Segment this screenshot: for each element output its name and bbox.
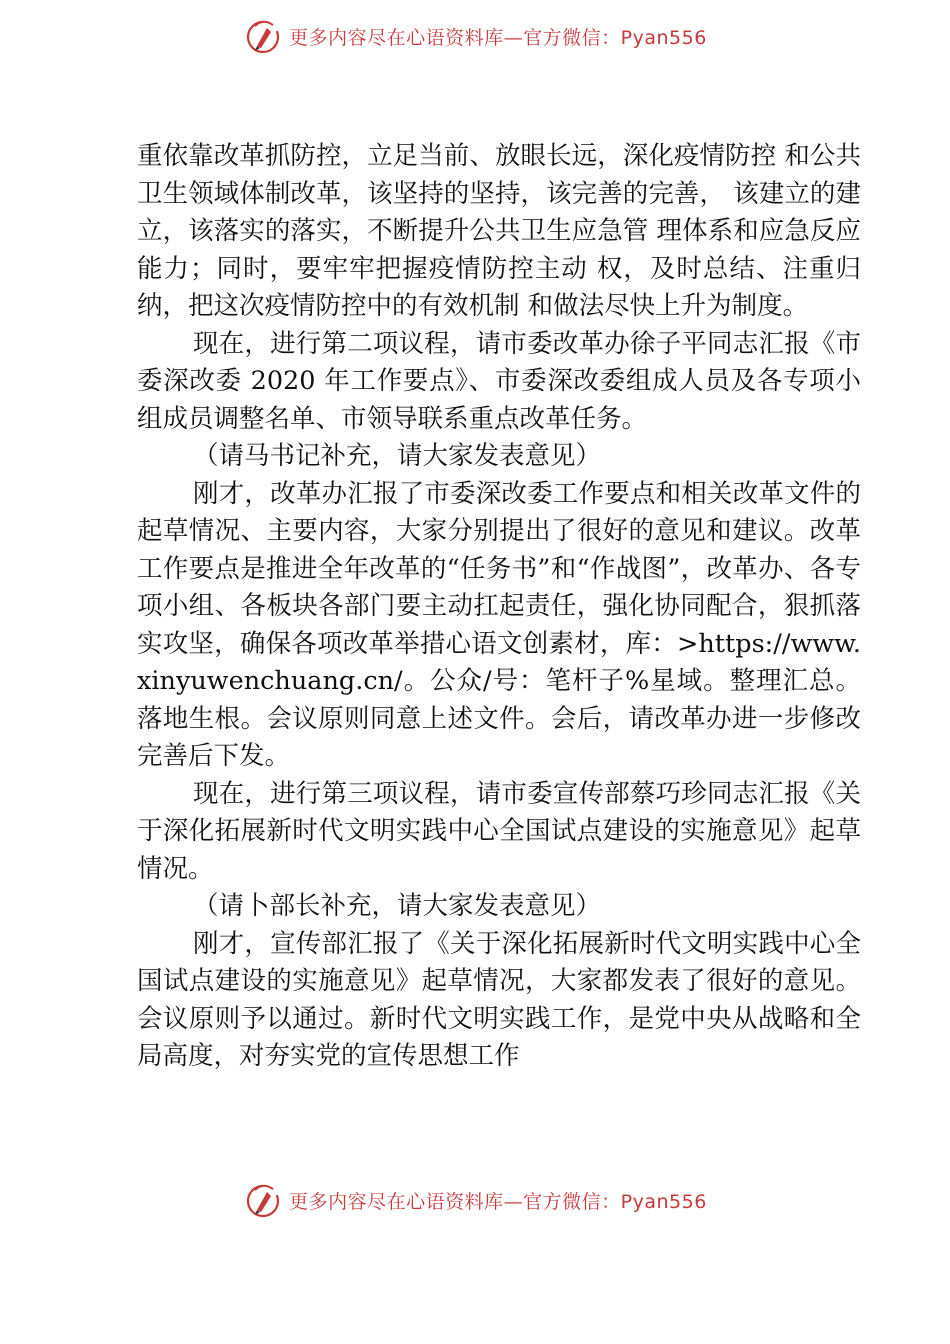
paragraph: （请马书记补充，请大家发表意见） [193,441,602,471]
wechat-id: Pyan556 [620,1190,707,1213]
footer-banner [0,1178,950,1222]
header-banner [0,14,950,58]
logo-icon [243,1180,283,1220]
paragraph: 现在，进行第三项议程，请市委宣传部蔡巧珍同志汇报《关于深化拓展新时代文明实践中心全国试点建设的实施意见》起草情况。 [137,778,861,884]
document-body [137,138,861,1076]
paragraph: （请卜部长补充，请大家发表意见） [193,891,602,921]
paragraph: 刚才，宣传部汇报了《关于深化拓展新时代文明实践中心全国试点建设的实施意见》起草情况，大家都发表了很好的意见。会议原则予以通过。新时代文明实践工作，是党中央从战略和全局高度，对夯实党的宣传思想工作 [137,928,861,1071]
paragraph: 现在，进行第二项议程，请市委改革办徐子平同志汇报《市委深改委 2020 年工作要点》、市委深改委组成人员及各专项小组成员调整名单、市领导联系重点改革任务。 [137,328,861,434]
banner-text: 更多内容尽在心语资料库—官方微信：Pyan556 [289,1190,707,1213]
paragraph: 重依靠改革抓防控，立足当前、放眼长远，深化疫情防控 和公共卫生领域体制改革，该坚持的坚持，该完善的完善， 该建立的建立，该落实的落实，不断提升公共卫生应急管 理体系和应急反应能力；同时，要牢牢把握疫情防控主动 权，及时总结、注重归纳，把这次疫情防控中的有效机制 和做法尽快上升为制度。 [137,141,861,321]
banner-text: 更多内容尽在心语资料库—官方微信：Pyan556 [289,26,707,49]
wechat-id: Pyan556 [620,26,707,49]
logo-icon [243,16,283,56]
paragraph: 刚才，改革办汇报了市委深改委工作要点和相关改革文件的起草情况、主要内容，大家分别提出了很好的意见和建议。改革工作要点是推进全年改革的“任务书”和“作战图”，改革办、各专项小组、各板块各部门要主动扛起责任，强化协同配合，狠抓落实攻坚，确保各项改革举措心语文创素材，库：>https://www.xinyuwenchuang.cn/。公众/号：笔杆子%星域。整理汇总。落地生根。会议原则同意上述文件。会后，请改革办进一步修改完善后下发。 [137,478,861,771]
